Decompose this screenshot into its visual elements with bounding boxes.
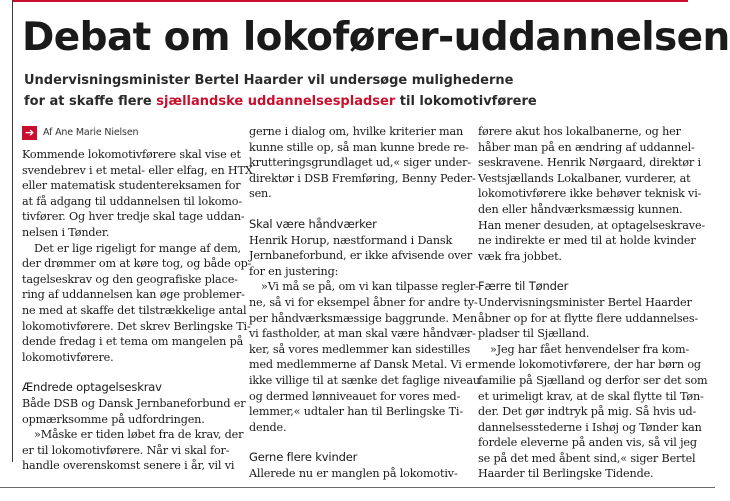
byline-author: Af Ane Marie Nielsen	[43, 127, 139, 139]
paragraph	[249, 233, 472, 280]
text-line: vi fastholder, at man skal være håndvær-	[249, 327, 476, 341]
paragraph-gap	[22, 365, 245, 380]
left-margin-rule	[12, 0, 13, 462]
subheading: Gerne flere kvinder	[249, 450, 358, 465]
text-line: Det er lige rigeligt for mange af dem,	[34, 241, 241, 255]
text-line: Jernbaneforbund, er ikke afvisende over	[249, 249, 473, 263]
text-line: Haarder til Berlingske Tidende.	[478, 467, 654, 481]
article-column-1	[22, 124, 253, 473]
subheading: Skal være håndværker	[249, 216, 377, 231]
text-line: ker, så vores medlemmer kan sidestilles	[249, 342, 471, 356]
lead-highlight: sjællandske uddannelsespladser	[156, 94, 396, 109]
text-line: med medlemmerne af Dansk Metal. Vi er	[249, 358, 477, 372]
paragraph	[249, 124, 476, 202]
text-line: lokomotivførere. Det skrev Berlingske Ti-	[22, 319, 251, 333]
paragraph	[249, 466, 472, 482]
text-line: Han mener desuden, at optagelseskrave-	[478, 218, 706, 232]
text-line: Kommende lokomotivførere skal vise et	[22, 148, 241, 161]
text-line: handle overenskomst senere i år, vil vi	[22, 459, 235, 473]
text-line: ne indirekte er med til at holde kvinder	[478, 234, 696, 248]
text-line: Vestsjællands Lokalbaner, vurderer, at	[478, 171, 691, 185]
paragraph	[22, 241, 252, 366]
text-line: se på det med åbent sind,« siger Bertel	[478, 451, 696, 465]
text-line: »Vi må se på, om vi kan tilpasse regler-	[261, 280, 479, 294]
text-line: Henrik Horup, næstformand i Dansk	[249, 233, 453, 247]
text-line: håber man på en ændring af uddannel-	[478, 140, 695, 154]
paragraph	[478, 342, 708, 482]
text-line: per håndværksmæssige baggrunde. Men	[249, 311, 477, 325]
text-line: seskravene. Henrik Nørgaard, direktør i	[478, 156, 701, 170]
text-line: gerne i dialog om, hvilke kriterier man	[249, 125, 464, 138]
text-line: opmærksomme på udfordringen.	[22, 412, 205, 426]
subheading: Færre til Tønder	[478, 279, 569, 294]
text-line: er til lokomotivførere. Når vi skal for-	[22, 443, 230, 457]
text-line: at få adgang til uddannelsen til lokomo-	[22, 194, 242, 208]
text-line: tagelseskrav og den geografiske place-	[22, 272, 238, 286]
text-line: tivfører. Og hver tredje skal tage uddan-	[22, 210, 245, 224]
text-line: for en justering:	[249, 264, 339, 278]
text-line: dannelsesstederne i Ishøj og Tønder kan	[478, 420, 702, 434]
paragraph-gap	[478, 264, 701, 279]
headline: Debat om lokofører-uddannelsen	[22, 15, 730, 60]
text-line: førere akut hos lokalbanerne, og her	[478, 125, 681, 138]
text-line: lokomotivførere ikke behøver teknisk vi-	[478, 187, 702, 201]
text-line: lemmer,« udtaler han til Berlingske Ti-	[249, 405, 463, 419]
text-line: ne med at skaffe det tilstrækkelige antal	[22, 303, 247, 317]
text-line: familie på Sjælland og derfor ser det som	[478, 373, 708, 387]
paragraph-gap	[249, 202, 472, 217]
lead-line-1: Undervisningsminister Bertel Haarder vil undersøge mulighederne	[24, 73, 514, 88]
text-line: Undervisningsminister Bertel Haarder	[478, 295, 692, 309]
text-line: åbner op for at flytte flere uddannelses-	[478, 311, 699, 325]
lead-line-2	[24, 91, 537, 112]
text-line: svendebrev i et metal- eller elfag, en HTX	[22, 163, 253, 177]
article-column-2	[249, 124, 480, 480]
paragraph	[249, 279, 480, 435]
text-line: lokomotivførere.	[22, 350, 114, 364]
text-line: ne, så vi for eksempel åbner for andre ty-	[249, 295, 478, 309]
text-line: »Jeg har fået henvendelser fra kom-	[490, 342, 690, 356]
text-line: der drømmer om at køre tog, og både op-	[22, 257, 252, 271]
lead-text: til lokomotivførere	[395, 94, 537, 109]
text-line: fordele eleverne på anden vis, så vil jeg	[478, 436, 697, 450]
text-line: dende.	[249, 420, 287, 434]
text-line: og dermed lønniveauet for vores med-	[249, 389, 461, 403]
text-line: nelsen i Tønder.	[22, 225, 110, 239]
text-line: der. Det gør indtryk på mig. Så hvis ud-	[478, 405, 697, 419]
paragraph	[478, 124, 706, 264]
text-line: kunne stille op, så man kunne brede re-	[249, 140, 469, 154]
text-line: dende fredag i et tema om mangelen på	[22, 335, 244, 349]
byline	[22, 124, 245, 142]
text-line: ikke villige til at sænke det faglige niveau	[249, 373, 480, 387]
top-accent-rule	[12, 0, 688, 2]
paragraph	[478, 295, 701, 342]
paragraph-gap	[249, 435, 472, 450]
paragraph	[22, 147, 253, 241]
arrow-right-icon: ➔	[22, 126, 37, 140]
text-line: et urimeligt krav, at de skal flytte til Tøn-	[478, 389, 704, 403]
text-line: sen.	[249, 187, 272, 201]
text-line: krutteringsgrundlaget ud,« siger under-	[249, 156, 471, 170]
text-line: væk fra jobbet.	[478, 249, 562, 263]
text-line: Allerede nu er manglen på lokomotiv-	[249, 466, 458, 480]
lead-text: for at skaffe flere	[24, 94, 157, 109]
text-line: pladser til Sjælland.	[478, 327, 590, 341]
text-line: den eller håndværksmæssig kunnen.	[478, 202, 683, 216]
text-line: mende lokomotivførere, der har børn og	[478, 358, 701, 372]
text-line: direktør i DSB Fremføring, Benny Peder-	[249, 171, 476, 185]
text-line: eller matematisk studentereksamen for	[22, 179, 241, 193]
bottom-rule	[0, 487, 715, 488]
paragraph	[22, 396, 245, 427]
subheading: Ændrede optagelseskrav	[22, 380, 162, 395]
lead-paragraph	[24, 70, 537, 112]
text-line: ring af uddannelsen kan øge problemer-	[22, 288, 245, 302]
text-line: »Måske er tiden løbet fra de krav, der	[34, 428, 244, 442]
paragraph	[22, 427, 245, 474]
article-column-3	[478, 124, 708, 481]
text-line: Både DSB og Dansk Jernbaneforbund er	[22, 396, 246, 410]
